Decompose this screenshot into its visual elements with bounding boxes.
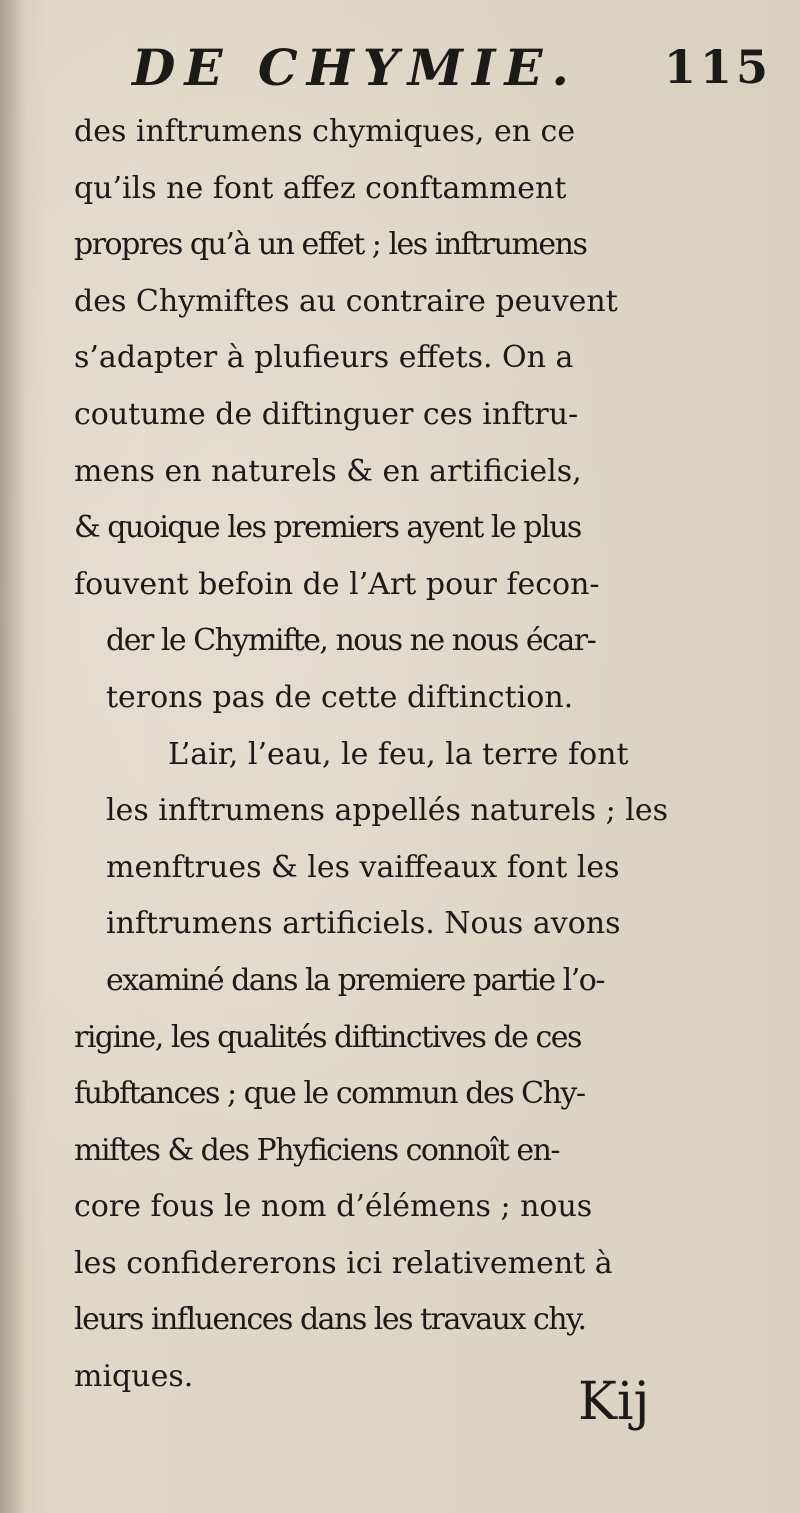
body-text bbox=[22, 104, 792, 1406]
text-line: examiné dans la premiere partie l’o- bbox=[106, 962, 604, 998]
text-line: des Chymiftes au contraire peuvent bbox=[74, 283, 618, 319]
text-line: L’air, l’eau, le feu, la terre font bbox=[168, 736, 629, 772]
text-line: des inftrumens chymiques, en ce bbox=[74, 114, 576, 149]
text-line: leurs influences dans les travaux chy. bbox=[74, 1302, 586, 1338]
text-line: les confidererons ici relativement à bbox=[74, 1245, 613, 1281]
text-line: der le Chymifte, nous ne nous écar- bbox=[106, 623, 596, 659]
text-line: fouvent befoin de l’Art pour fecon- bbox=[74, 566, 600, 602]
text-line: & quoique les premiers ayent le plus bbox=[74, 510, 581, 546]
text-line: rigine, les qualités diftinctives de ces bbox=[74, 1019, 581, 1055]
text-line: s’adapter à plufieurs effets. On a bbox=[74, 340, 574, 376]
text-line: qu’ils ne font affez conftamment bbox=[74, 170, 567, 206]
text-line: mens en naturels & en artificiels, bbox=[74, 453, 582, 489]
text-line: inftrumens artificiels. Nous avons bbox=[106, 906, 621, 942]
text-line: propres qu’à un effet ; les inftrumens bbox=[74, 227, 587, 263]
text-line: miques. bbox=[74, 1359, 194, 1395]
text-line: core fous le nom d’élémens ; nous bbox=[74, 1189, 593, 1225]
text-line: terons pas de cette diftinction. bbox=[106, 679, 574, 715]
text-line: les inftrumens appellés naturels ; les bbox=[106, 793, 668, 829]
signature-mark: Kij bbox=[578, 1372, 650, 1432]
text-line: miftes & des Phyficiens connoît en- bbox=[74, 1132, 560, 1168]
text-line: fubftances ; que le commun des Chy- bbox=[74, 1076, 585, 1112]
running-head: DE CHYMIE. bbox=[132, 38, 578, 97]
page-number: 115 bbox=[664, 40, 773, 94]
text-line: coutume de diftinguer ces inftru- bbox=[74, 396, 579, 432]
text-line: menftrues & les vaiffeaux font les bbox=[106, 849, 620, 885]
page-header bbox=[0, 38, 800, 108]
